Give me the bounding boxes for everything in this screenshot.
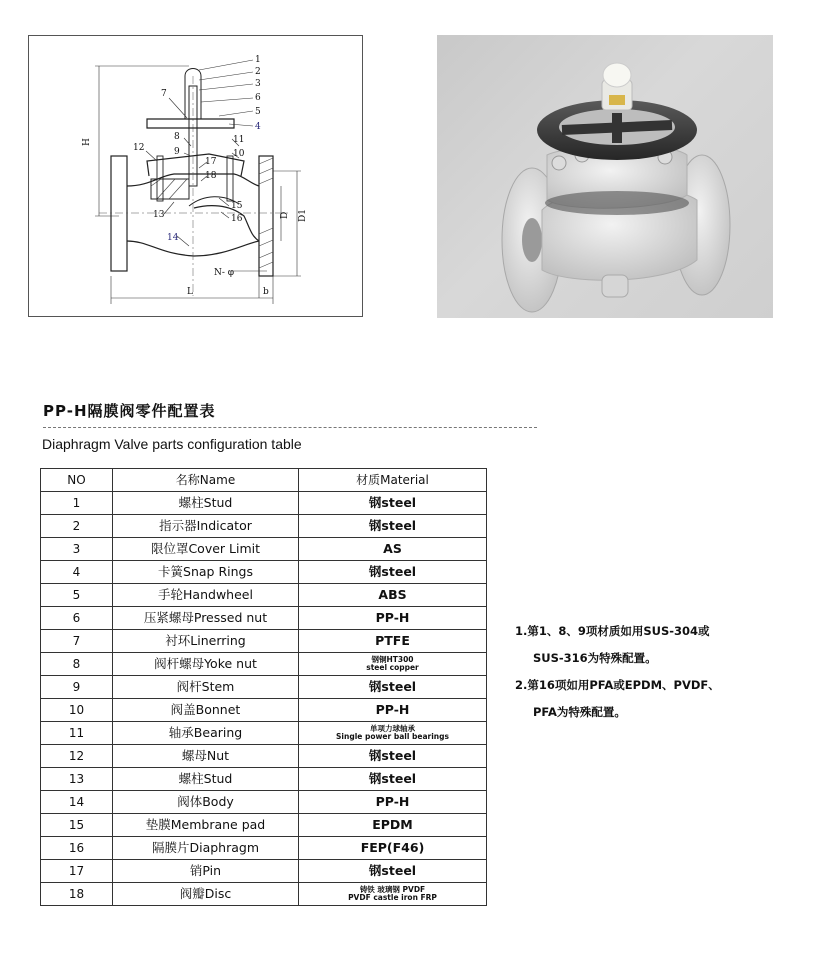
callout-9: 9 — [174, 147, 180, 157]
cell-material: 钢steel — [299, 745, 487, 768]
dim-b: b — [263, 287, 269, 297]
title-chinese: PP-H隔膜阀零件配置表 — [43, 402, 216, 420]
note-line: PFA为特殊配置。 — [533, 705, 626, 719]
material-line-2: Single power ball bearings — [336, 732, 449, 741]
drawing-svg — [29, 36, 364, 318]
callout-8: 8 — [174, 132, 180, 142]
cell-name: 手轮Handwheel — [113, 584, 299, 607]
parts-table — [40, 468, 487, 906]
callout-10: 10 — [233, 149, 245, 159]
cell-no: 4 — [41, 561, 113, 584]
cell-no: 13 — [41, 768, 113, 791]
callout-4: 4 — [255, 122, 261, 132]
table-row — [41, 768, 487, 791]
cell-no: 3 — [41, 538, 113, 561]
cell-name: 螺柱Stud — [113, 492, 299, 515]
cell-material: FEP(F46) — [299, 837, 487, 860]
callout-1: 1 — [255, 55, 261, 65]
cell-no: 2 — [41, 515, 113, 538]
cell-name: 垫膜Membrane pad — [113, 814, 299, 837]
cell-material — [299, 722, 487, 745]
table-row — [41, 676, 487, 699]
header-name: 名称Name — [113, 469, 299, 492]
cell-material — [299, 883, 487, 906]
material-line-1: 钢铜HT300 — [371, 655, 414, 664]
cell-name: 阀瓣Disc — [113, 883, 299, 906]
callout-13: 13 — [153, 210, 165, 220]
valve-photo-illustration — [437, 35, 773, 318]
dim-D: D — [280, 211, 290, 219]
title-english: Diaphragm Valve parts configuration table — [42, 436, 302, 452]
cell-name: 衬环Linerring — [113, 630, 299, 653]
cell-no: 11 — [41, 722, 113, 745]
cell-material: 钢steel — [299, 561, 487, 584]
cell-name: 卡簧Snap Rings — [113, 561, 299, 584]
callout-11: 11 — [233, 135, 245, 145]
cell-material: 钢steel — [299, 768, 487, 791]
note-line: 2.第16项如用PFA或EPDM、PVDF、 — [515, 678, 720, 692]
table-row — [41, 584, 487, 607]
cell-name: 销Pin — [113, 860, 299, 883]
cell-no: 10 — [41, 699, 113, 722]
cell-material: PP-H — [299, 607, 487, 630]
cell-no: 7 — [41, 630, 113, 653]
table-row — [41, 607, 487, 630]
cell-material: PTFE — [299, 630, 487, 653]
callout-18: 18 — [205, 171, 217, 181]
cell-no: 6 — [41, 607, 113, 630]
callout-7: 7 — [161, 89, 167, 99]
callout-16: 16 — [231, 214, 243, 224]
callout-3: 3 — [255, 79, 261, 89]
cell-name: 轴承Bearing — [113, 722, 299, 745]
cell-name: 阀盖Bonnet — [113, 699, 299, 722]
cell-name: 隔膜片Diaphragm — [113, 837, 299, 860]
table-row — [41, 515, 487, 538]
callout-6: 6 — [255, 93, 261, 103]
material-line-1: 铸铁 玻璃钢 PVDF — [359, 885, 426, 894]
cell-material: ABS — [299, 584, 487, 607]
table-row — [41, 538, 487, 561]
cell-material — [299, 653, 487, 676]
callout-14: 14 — [167, 233, 179, 243]
cell-material: 钢steel — [299, 860, 487, 883]
cell-material: 钢steel — [299, 676, 487, 699]
material-line-2: PVDF castle iron FRP — [348, 893, 437, 902]
dim-L: L — [187, 287, 193, 297]
note-line: 1.第1、8、9项材质如用SUS-304或 — [515, 624, 710, 638]
cell-no: 1 — [41, 492, 113, 515]
header-no: NO — [41, 469, 113, 492]
special-configuration-notes — [515, 618, 805, 726]
cell-no: 8 — [41, 653, 113, 676]
cell-material: 钢steel — [299, 492, 487, 515]
table-row — [41, 653, 487, 676]
table-row — [41, 492, 487, 515]
cell-name: 指示器Indicator — [113, 515, 299, 538]
cell-no: 18 — [41, 883, 113, 906]
cell-no: 16 — [41, 837, 113, 860]
cell-name: 螺柱Stud — [113, 768, 299, 791]
header-material: 材质Material — [299, 469, 487, 492]
cell-no: 14 — [41, 791, 113, 814]
cell-name: 螺母Nut — [113, 745, 299, 768]
cell-no: 15 — [41, 814, 113, 837]
dim-N-phi: N- φ — [214, 268, 235, 278]
table-row — [41, 745, 487, 768]
cell-no: 17 — [41, 860, 113, 883]
cell-no: 5 — [41, 584, 113, 607]
note-line: SUS-316为特殊配置。 — [533, 651, 657, 665]
table-row — [41, 883, 487, 906]
cell-name: 压紧螺母Pressed nut — [113, 607, 299, 630]
cell-material: PP-H — [299, 699, 487, 722]
dim-H: H — [82, 138, 92, 146]
cell-name: 限位罩Cover Limit — [113, 538, 299, 561]
valve-photo — [437, 35, 773, 318]
cell-material: EPDM — [299, 814, 487, 837]
callout-15: 15 — [231, 201, 243, 211]
cell-material: AS — [299, 538, 487, 561]
table-row — [41, 561, 487, 584]
table-row — [41, 860, 487, 883]
table-header-row — [41, 469, 487, 492]
table-row — [41, 699, 487, 722]
callout-5: 5 — [255, 107, 261, 117]
cell-name: 阀体Body — [113, 791, 299, 814]
cell-no: 12 — [41, 745, 113, 768]
dim-D1: D1 — [298, 209, 308, 222]
callout-12: 12 — [133, 143, 145, 153]
cell-name: 阀杆螺母Yoke nut — [113, 653, 299, 676]
table-row — [41, 837, 487, 860]
material-line-1: 单项力球轴承 — [370, 724, 415, 733]
table-row — [41, 814, 487, 837]
title-divider — [43, 427, 537, 428]
table-row — [41, 722, 487, 745]
cell-name: 阀杆Stem — [113, 676, 299, 699]
table-row — [41, 630, 487, 653]
cell-no: 9 — [41, 676, 113, 699]
material-line-2: steel copper — [366, 663, 419, 672]
cell-material: PP-H — [299, 791, 487, 814]
cell-material: 钢steel — [299, 515, 487, 538]
callout-2: 2 — [255, 67, 261, 77]
callout-17: 17 — [205, 157, 217, 167]
table-row — [41, 791, 487, 814]
valve-section-drawing — [28, 35, 363, 317]
